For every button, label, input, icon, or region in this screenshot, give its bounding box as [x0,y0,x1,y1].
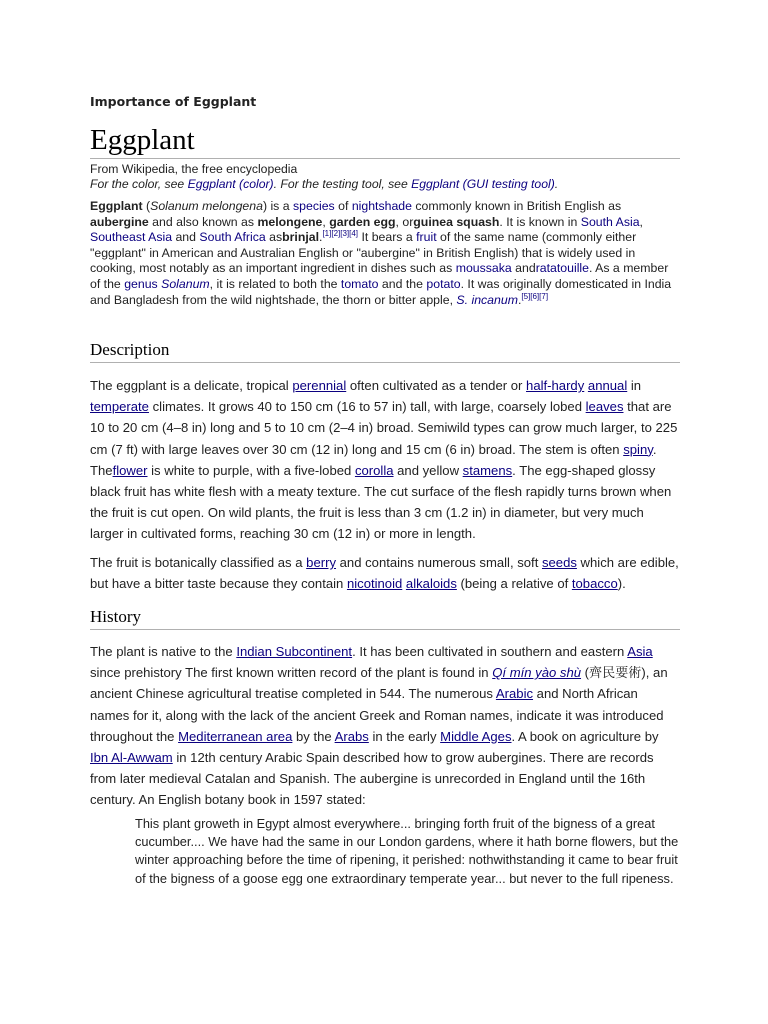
link-potato[interactable]: potato [426,276,461,291]
lead-text: and also known as [148,214,258,229]
paragraph-text: (齊民要術), an ancient Chinese agricultural treatise completed in 544. The numerous [90,665,668,702]
lead-bold-term: garden egg [329,214,396,229]
paragraph-text: The plant is native to the [90,644,237,659]
lead-text: ) is a [262,199,294,213]
paragraph-text: often cultivated as a tender or [346,378,527,393]
link-asia[interactable]: Asia [627,644,653,659]
lead-bold-term: aubergine [90,214,149,229]
lead-binomial-name: Solanum melongena [150,199,263,213]
hatnote-text: . [554,177,559,191]
hatnote [90,177,558,192]
link-nicotinoid[interactable]: nicotinoid [346,576,403,592]
lead-bold-term: guinea squash [413,214,500,229]
lead-text: . [319,230,323,245]
link-half-hardy[interactable]: half-hardy [526,378,585,393]
lead-text: as [265,230,283,245]
hatnote-text: . For the testing tool, see [273,177,412,191]
link-tomato[interactable]: tomato [340,276,379,291]
lead-text: It bears a [358,230,417,245]
link-species[interactable]: species [293,199,335,213]
lead-text: . It is known in [499,214,581,229]
lead-bold-term: melongene [257,214,323,229]
link-indian-subcontinent[interactable]: Indian Subcontinent [236,644,353,659]
section-heading-description: Description [90,338,680,363]
link-seeds[interactable]: seeds [541,555,577,570]
link-berry[interactable]: berry [306,555,336,570]
lead-text: , [322,214,330,229]
lead-text: and [172,230,200,245]
lead-text: of [334,199,352,213]
lead-text: , or [395,214,414,229]
source-line: From Wikipedia, the free encyclopedia [90,162,298,176]
link-arabic[interactable]: Arabic [495,686,534,702]
paragraph-text: that are 10 to 20 cm (4–8 in) long and 5 to 10 cm (2–4 in) broad. Semiwild types can grow much larger, to 225 cm (7 ft) with large leaves over 30 cm (12 in) long and 15 cm (6 in) broad. The stem is often [90,399,678,457]
link-eggplant-gui-testing-tool[interactable]: Eggplant (GUI testing tool) [411,177,555,191]
lead-text: . [517,292,522,307]
link-alkaloids[interactable]: alkaloids [405,576,457,592]
lead-text: ( [142,199,151,213]
description-paragraph-2 [90,552,680,594]
history-paragraph [90,641,680,811]
paragraph-text: The eggplant is a delicate, tropical [90,378,293,393]
paragraph-text: in the early [368,728,441,744]
lead-text: . As a member of the [90,261,669,291]
link-tobacco[interactable]: tobacco [571,576,618,592]
paragraph-text: The fruit is botanically classified as a [90,555,307,570]
paragraph-text: and North African names for it, along with the lack of the ancient Greek and Roman names, indicate it was introduced throughout the [90,686,664,744]
document-header: Importance of Eggplant [90,94,257,109]
paragraph-text: and yellow [393,462,463,478]
paragraph-text: by the [292,728,335,744]
lead-bold-term: brinjal [282,230,320,245]
lead-text: and the [378,276,427,291]
link-mediterranean-area[interactable]: Mediterranean area [178,728,293,744]
paragraph-text: . The [90,441,657,478]
paragraph-text: . A book on agriculture by [511,728,659,744]
paragraph-text: in 12th century Arabic Spain described how to grow aubergines. There are records from later medieval Catalan and Spanish. The aubergine is unrecorded in England until the 16th century. An English botany book in 1597 stated: [90,750,654,808]
lead-text: . It was originally domesticated in India and Bangladesh from the wild nightshade, the thorn or bitter apple, [90,276,672,307]
link-middle-ages[interactable]: Middle Ages [440,728,512,744]
paragraph-text: in [627,378,642,393]
paragraph-text: . The egg-shaped glossy black fruit has white flesh with a meaty texture. The cut surface of the flesh rapidly turns brown when the fruit is cut open. On wild plants, the fruit is less than 3 cm (1.2 in) in diameter, but very much larger in cultivated forms, reaching 30 cm (12 in) or more in length. [90,462,672,542]
link-stamens[interactable]: stamens [462,462,513,478]
link-qi-min-yao-shu[interactable]: Qí mín yào shù [492,665,582,681]
link-arabs[interactable]: Arabs [334,728,369,744]
link-nightshade[interactable]: nightshade [351,199,412,213]
citation-refs[interactable]: [5][6][7] [521,291,549,301]
link-spiny[interactable]: spiny [623,441,653,457]
description-paragraph [90,375,680,545]
lead-text: , it is related to both the [209,276,341,291]
link-ibn-al-awwam[interactable]: Ibn Al-Awwam [90,750,173,766]
link-ratatouille[interactable]: ratatouille [535,261,590,276]
paragraph-text: since prehistory The first known written record of the plant is found in [90,665,493,681]
block-quote: This plant groweth in Egypt almost everywhere... bringing forth fruit of the bigness of a great cucumber.... We have had the same in our London gardens, where it hath borne flowers, but the winter approaching before the time of ripening, it perished: nothwithstanding it came to bear fruit of the bigness of a goose egg one extraordinary temperate year... but never to the full ripeness. [135,816,679,886]
link-solanum[interactable]: Solanum [161,276,210,291]
link-s-incanum[interactable]: S. incanum [456,292,518,307]
paragraph-text: climates. It grows 40 to 150 cm (16 to 57 in) tall, with large, coarsely lobed [148,399,586,415]
section-heading-history: History [90,605,680,630]
page-title: Eggplant [90,122,680,159]
link-southeast-asia[interactable]: Southeast Asia [90,230,173,245]
link-corolla[interactable]: corolla [354,462,394,478]
link-temperate[interactable]: temperate [90,399,149,415]
lead-text: commonly known in British English as [411,199,622,213]
citation-refs[interactable]: [1][2][3][4] [322,229,359,239]
link-south-asia[interactable]: South Asia [580,214,640,229]
link-moussaka[interactable]: moussaka [455,261,512,276]
lead-text: of the same name (commonly either "eggplant" in American and Australian English or "aubergine" in British English) that is widely used in cooking, most notably as an important ingredient in dishes such as [90,230,637,276]
paragraph-text: and contains numerous small, soft [336,555,542,570]
paragraph-text: . It has been cultivated in southern and eastern [352,644,628,659]
link-annual[interactable]: annual [587,378,628,393]
lead-text: , [639,214,643,229]
link-eggplant-color[interactable]: Eggplant (color) [187,177,274,191]
lead-text: and [511,261,536,276]
link-fruit[interactable]: fruit [416,230,437,245]
link-south-africa[interactable]: South Africa [199,230,266,245]
link-flower[interactable]: flower [112,462,148,478]
lead-bold-term: Eggplant [90,199,143,213]
hatnote-text: For the color, see [90,177,188,191]
link-genus[interactable]: genus [124,276,158,291]
paragraph-text: ). [617,576,626,592]
link-leaves[interactable]: leaves [585,399,624,415]
paragraph-text: is white to purple, with a five-lobed [147,462,355,478]
lead-paragraph [90,199,680,308]
link-perennial[interactable]: perennial [292,378,347,393]
paragraph-text: which are edible, but have a bitter taste because they contain [90,555,679,592]
paragraph-text: (being a relative of [456,576,572,592]
